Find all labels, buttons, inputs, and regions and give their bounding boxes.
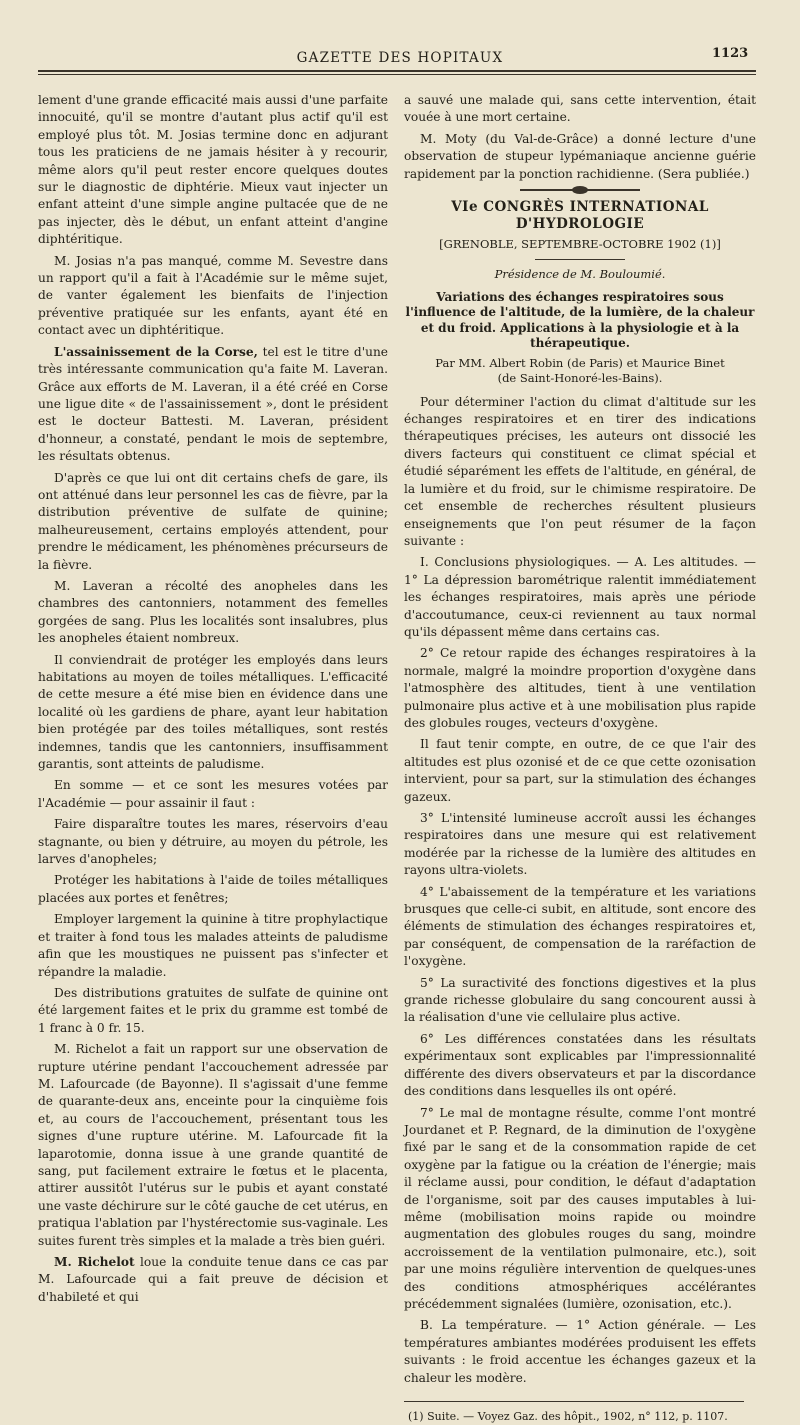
paragraph: 3° L'intensité lumineuse accroît aussi les échanges respiratoires dans une mesure qui est relativement modérée par la richesse de la lumière des altitudes en rayons ultra-violets. xyxy=(404,811,756,878)
paragraph: D'après ce que lui ont dit certains chefs de gare, ils ont atténué dans leur personnel les cas de fièvre, par la distribution préventive de sulfate de quinine; malheureusement, certains employés attendent, pour prendre le médicament, les phénomènes précurseurs de la fièvre. xyxy=(38,470,388,572)
paragraph: M. Moty (du Val-de-Grâce) a donné lecture d'une observation de stupeur lypémaniaque ancienne guérie rapidement par la ponction rachidienne. (Sera publiée.) xyxy=(404,131,756,181)
paragraph xyxy=(38,1254,388,1306)
page-number: 1123 xyxy=(712,46,749,61)
header-rule xyxy=(38,70,756,72)
page-header-title: GAZETTE DES HOPITAUX xyxy=(296,50,504,66)
paragraph: M. Laveran a récolté des anopheles dans les chambres des cantonniers, notamment des femelles gorgées de sang. Plus les localités sont insalubres, plus les anopheles étaient nombreux. xyxy=(38,578,388,646)
paragraph xyxy=(38,344,388,466)
paragraph: a sauvé une malade qui, sans cette intervention, était vouée à une mort certaine. xyxy=(404,93,756,125)
paragraph: I. Conclusions physiologiques. — A. Les altitudes. — 1° La dépression barométrique ralentit immédiatement les échanges respiratoires, mais après une période d'accoutumance, ceux-ci reviennent au taux normal qu'ils dépassent même dans certains cas. xyxy=(404,555,756,639)
authors xyxy=(404,356,756,386)
paragraph: Il conviendrait de protéger les employés dans leurs habitations au moyen de toiles métalliques. L'efficacité de cette mesure a été mise bien en évidence dans une localité où les gardiens de phare, ayant leur habitation bien protégée par des toiles métalliques, sont restés indemnes, tandis que les cantonniers, insuffisamment garantis, sont atteints de paludisme. xyxy=(38,652,388,772)
paragraph: 6° Les différences constatées dans les résultats expérimentaux sont explicables par l'impressionnalité différente des divers observateurs et par la discordance des conditions dans lesquelles ils ont opéré. xyxy=(404,1031,756,1099)
ornament-separator xyxy=(520,189,640,191)
person-name: M. Richelot xyxy=(54,1042,127,1057)
congress-title: VIe CONGRÈS INTERNATIONAL D'HYDROLOGIE xyxy=(451,199,709,233)
paragraph: Faire disparaître toutes les mares, réservoirs d'eau stagnante, ou bien y détruire, au moyen du pétrole, les larves d'anopheles; xyxy=(38,817,388,867)
footnote-rule xyxy=(404,1401,744,1402)
paragraph-text: loue la conduite tenue dans ce cas par M. Lafourcade qui a fait preuve de décision et d'habileté et qui xyxy=(38,1255,388,1304)
footnote: (1) Suite. — Voyez Gaz. des hôpit., 1902, n° 112, p. 1107. xyxy=(408,1410,728,1423)
article-title: Variations des échanges respiratoires sous l'influence de l'altitude, de la lumière, de la chaleur et du froid. Applications à la physiologie et à la thérapeutique. xyxy=(405,289,755,351)
paragraph: Des distributions gratuites de sulfate de quinine ont été largement faites et le prix du gramme est tombé de 1 franc à 0 fr. 15. xyxy=(38,985,388,1035)
paragraph: 5° La suractivité des fonctions digestives et la plus grande richesse globulaire du sang concourent aussi à la réalisation d'une vie cellulaire plus active. xyxy=(404,975,756,1025)
paragraph-text: tel est le titre d'une très intéressante communication qu'a faite M. Laveran. Grâce aux efforts de M. Laveran, il a été créé en Corse une ligue dite « de l'assainissement », dont le président est le docteur Battesti. M. Laveran, président d'honneur, a constaté, pendant le mois de septembre, les résultats obtenus. xyxy=(38,344,389,464)
right-column xyxy=(404,92,756,1425)
congress-subtitle: [GRENOBLE, SEPTEMBRE-OCTOBRE 1902 (1)] xyxy=(439,236,721,251)
paragraph: 7° Le mal de montagne résulte, comme l'ont montré Jourdanet et P. Regnard, de la diminution de l'oxygène fixé par le sang et de la consommation rapide de cet oxygène par la fatigue ou la création de l'énergie; mais il réclame aussi, pour condition, le défaut d'adaptation de l'organisme, soit par des causes imputables à lui-même (mobilisation moins rapide ou moindre augmentation des globules rouges du sang, moindre accroissement de la ventilation pulmonaire, etc.), soit par une moins régulière intervention de quelques-unes des conditions atmosphériques accélérantes précédemment signalées (lumière, ozonisation, etc.). xyxy=(404,1105,756,1311)
paragraph: Pour déterminer l'action du climat d'altitude sur les échanges respiratoires et en tirer des indications thérapeutiques précises, les auteurs ont dissocié les divers facteurs qui constituent ce climat spécial et étudié séparément les effets de l'altitude, en général, de la lumière et du froid, sur le chimisme respiratoire. De cet ensemble de recherches résultent plusieurs enseignements que l'on peut résumer de la façon suivante : xyxy=(404,394,756,548)
authors-line: Par MM. Albert Robin (de Paris) et Maurice Binet xyxy=(435,355,725,370)
paragraph: Il faut tenir compte, en outre, de ce que l'air des altitudes est plus ozonisé et de ce que cette ozonisation intervient, pour sa part, sur la stimulation des échanges gazeux. xyxy=(404,737,756,804)
short-rule xyxy=(535,259,625,260)
paragraph: 2° Ce retour rapide des échanges respiratoires à la normale, malgré la moindre proportion d'oxygène dans l'atmosphère des altitudes, tient à une ventilation pulmonaire plus active et à une mobilisation plus rapide des globules rouges, vecteurs d'oxygène. xyxy=(404,646,756,730)
paragraph-text: a fait un rapport sur une observation de rupture utérine pendant l'accouchement adressée par M. Lafourcade (de Bayonne). Il s'agissait d'une femme de quarante-deux ans, enceinte pour la cinquième fois et, au cours de l'accouchement, présentant tous les signes d'une rupture utérine. M. Lafourcade fit la laparotomie, donna issue à une grande quantité de sang, put facilement extraire le fœtus et le placenta, attirer aussitôt l'utérus sur le pubis et ayant constaté une vaste déchirure sur le côté gauche de cet utérus, en pratiqua l'ablation par l'hystérectomie sus-vaginale. Les suites furent très simples et la malade a très bien guéri. xyxy=(38,1042,388,1248)
presidence-line: Présidence de M. Bouloumié. xyxy=(494,267,666,282)
person-name: M. Richelot xyxy=(54,1255,135,1269)
paragraph: Employer largement la quinine à titre prophylactique et traiter à fond tous les malades atteints de paludisme afin que les moustiques ne puissent pas s'infecter et répandre la maladie. xyxy=(38,912,388,979)
paragraph: Protéger les habitations à l'aide de toiles métalliques placées aux portes et fenêtres; xyxy=(38,873,388,905)
authors-line: (de Saint-Honoré-les-Bains). xyxy=(497,370,663,385)
paragraph: En somme — et ce sont les mesures votées par l'Académie — pour assainir il faut : xyxy=(38,778,388,810)
paragraph: lement d'une grande efficacité mais aussi d'une parfaite innocuité, qu'il se montre d'autant plus actif qu'il est employé plus tôt. M. Josias termine donc en adjurant tous les praticiens de ne jamais hésiter à y recourir, même alors qu'il peut rester encore quelques doutes sur le diagnostic de diphtérie. Mieux vaut injecter un enfant atteint d'une simple angine pultacée que de ne pas injecter, dès le début, un enfant atteint d'angine diphtéritique. xyxy=(38,93,388,247)
paragraph: B. La température. — 1° Action générale. — Les températures ambiantes modérées produisent les effets suivants : le froid accentue les échanges gazeux et la chaleur les modère. xyxy=(404,1318,756,1385)
paragraph xyxy=(38,1041,388,1250)
paragraph: 4° L'abaissement de la température et les variations brusques que celle-ci subit, en altitude, sont encore des éléments de stimulation des échanges respiratoires et, par conséquent, de compensation de la raréfaction de l'oxygène. xyxy=(404,884,756,969)
paragraph: M. Josias n'a pas manqué, comme M. Sevestre dans un rapport qu'il a fait à l'Académie sur le même sujet, de vanter également les bienfaits de l'injection préventive pratiquée sur les enfants, ayant été en contact avec un diphtéritique. xyxy=(38,253,388,338)
left-column xyxy=(38,92,388,1310)
section-heading: L'assainissement de la Corse, xyxy=(54,344,258,359)
header-rule-2 xyxy=(38,74,756,75)
